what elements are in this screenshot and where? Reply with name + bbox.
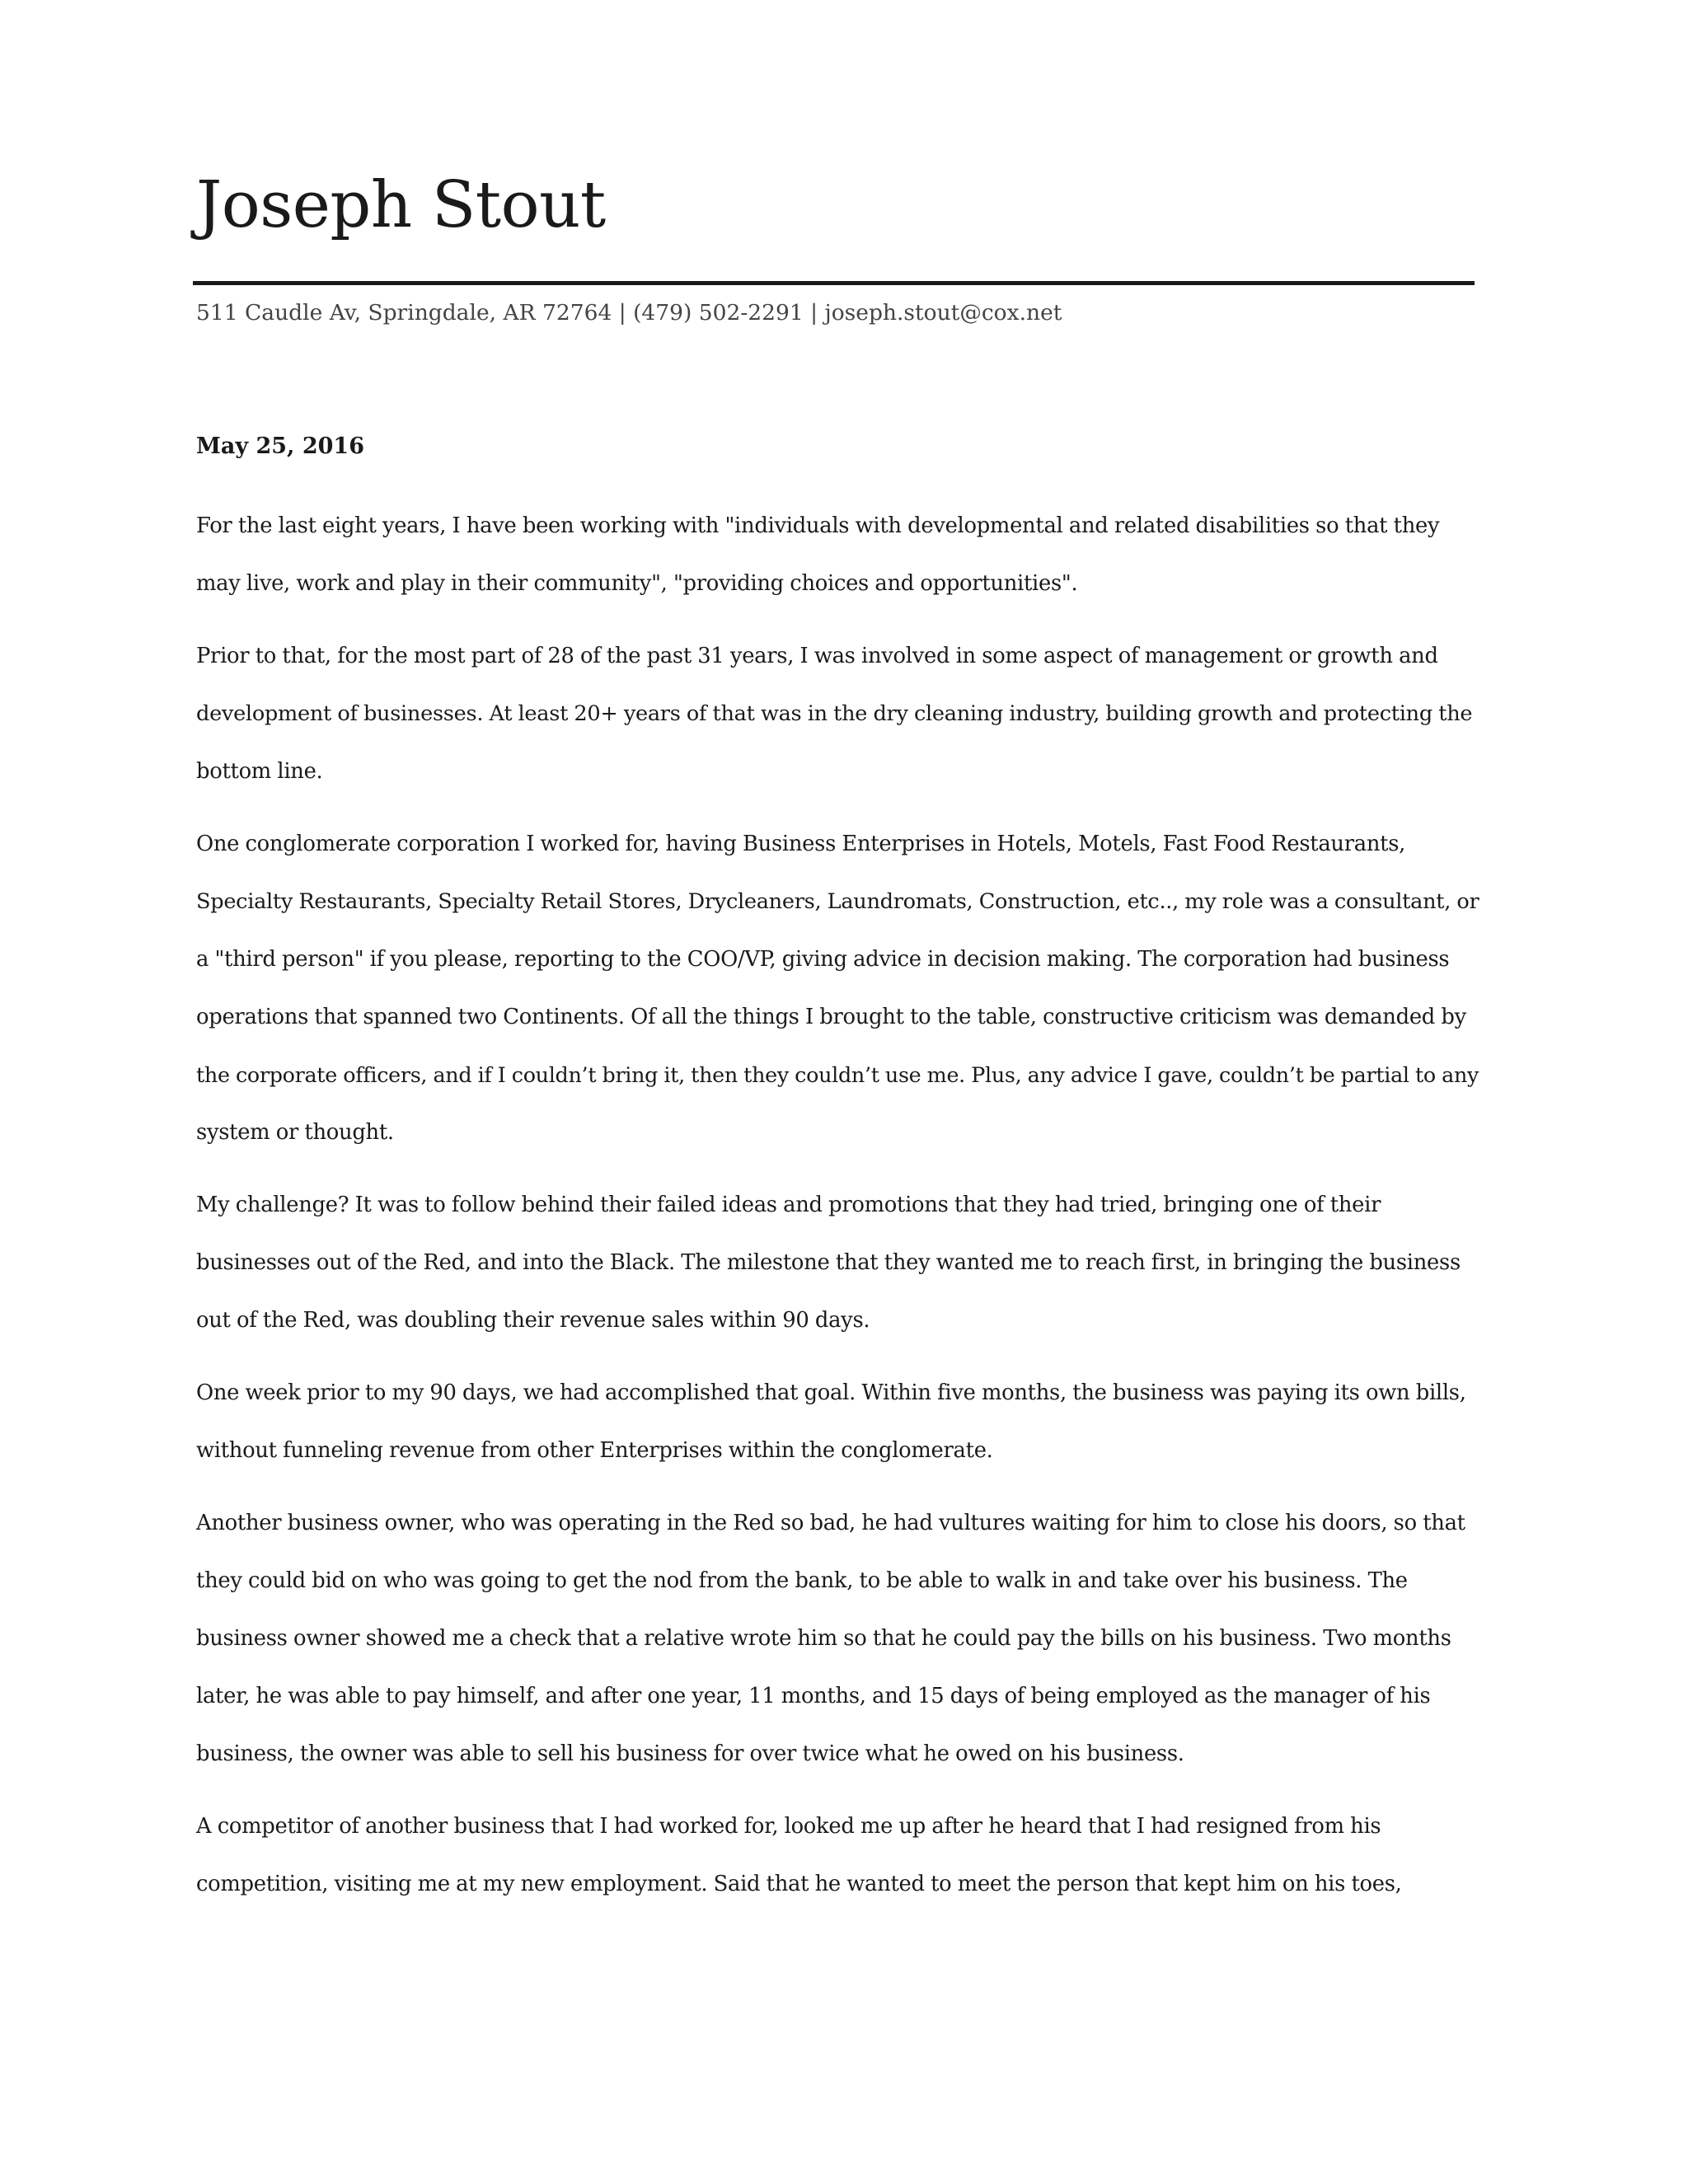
paragraph-line: out of the Red, was doubling their revenue sales within 90 days. — [196, 1308, 870, 1333]
paragraph-line: A competitor of another business that I had worked for, looked me up after he heard that I had resigned from his — [196, 1814, 1381, 1839]
paragraph-line: system or thought. — [196, 1120, 394, 1145]
paragraph-line: development of businesses. At least 20+ years of that was in the dry cleaning industry, building growth and protecting the — [196, 701, 1473, 726]
letter-date: May 25, 2016 — [196, 434, 364, 459]
paragraph-line: My challenge? It was to follow behind their failed ideas and promotions that they had tried, bringing one of their — [196, 1193, 1381, 1217]
paragraph-line: a "third person" if you please, reporting to the COO/VP, giving advice in decision making. The corporation had business — [196, 947, 1450, 972]
contact-info: 511 Caudle Av, Springdale, AR 72764 | (479) 502-2291 | joseph.stout@cox.net — [196, 300, 1062, 326]
letter-paragraph — [196, 1802, 1482, 1917]
paragraph-line: Another business owner, who was operating in the Red so bad, he had vultures waiting for him to close his doors, so that — [196, 1511, 1465, 1535]
paragraph-line: they could bid on who was going to get the nod from the bank, to be able to walk in and take over his business. The — [196, 1568, 1408, 1593]
paragraph-line: Specialty Restaurants, Specialty Retail Stores, Drycleaners, Laundromats, Construction, etc.., my role was a consultant, or — [196, 889, 1479, 914]
paragraph-line: business, the owner was able to sell his business for over twice what he owed on his business. — [196, 1741, 1184, 1766]
paragraph-line: One week prior to my 90 days, we had accomplished that goal. Within five months, the business was paying its own bills, — [196, 1380, 1466, 1405]
letter-paragraph — [196, 1368, 1482, 1483]
paragraph-line: One conglomerate corporation I worked for, having Business Enterprises in Hotels, Motels, Fast Food Restaurants, — [196, 832, 1406, 856]
paragraph-line: without funneling revenue from other Enterprises within the conglomerate. — [196, 1438, 993, 1463]
letter-paragraph — [196, 1180, 1482, 1353]
letter-paragraph — [196, 819, 1482, 1165]
paragraph-line: competition, visiting me at my new employment. Said that he wanted to meet the person that kept him on his toes, — [196, 1872, 1402, 1896]
paragraph-line: later, he was able to pay himself, and after one year, 11 months, and 15 days of being employed as the manager of his — [196, 1684, 1431, 1708]
paragraph-line: bottom line. — [196, 759, 323, 784]
header-divider — [193, 281, 1475, 285]
paragraph-line: the corporate officers, and if I couldn’t bring it, then they couldn’t use me. Plus, any advice I gave, couldn’t be partial to any — [196, 1062, 1479, 1087]
paragraph-line: businesses out of the Red, and into the Black. The milestone that they wanted me to reach first, in bringing the business — [196, 1250, 1461, 1275]
paragraph-line: For the last eight years, I have been working with "individuals with developmental and related disabilities so that they — [196, 513, 1440, 538]
letter-paragraph — [196, 501, 1482, 616]
letter-paragraph — [196, 1498, 1482, 1787]
paragraph-line: business owner showed me a check that a relative wrote him so that he could pay the bills on his business. Two months — [196, 1626, 1451, 1651]
sender-name: Joseph Stout — [196, 168, 606, 242]
letter-body — [196, 501, 1482, 1932]
paragraph-line: Prior to that, for the most part of 28 of the past 31 years, I was involved in some aspect of management or growth and — [196, 644, 1438, 668]
letter-paragraph — [196, 631, 1482, 804]
paragraph-line: may live, work and play in their community", "providing choices and opportunities". — [196, 571, 1078, 596]
paragraph-line: operations that spanned two Continents. Of all the things I brought to the table, constructive criticism was demanded by — [196, 1005, 1466, 1029]
